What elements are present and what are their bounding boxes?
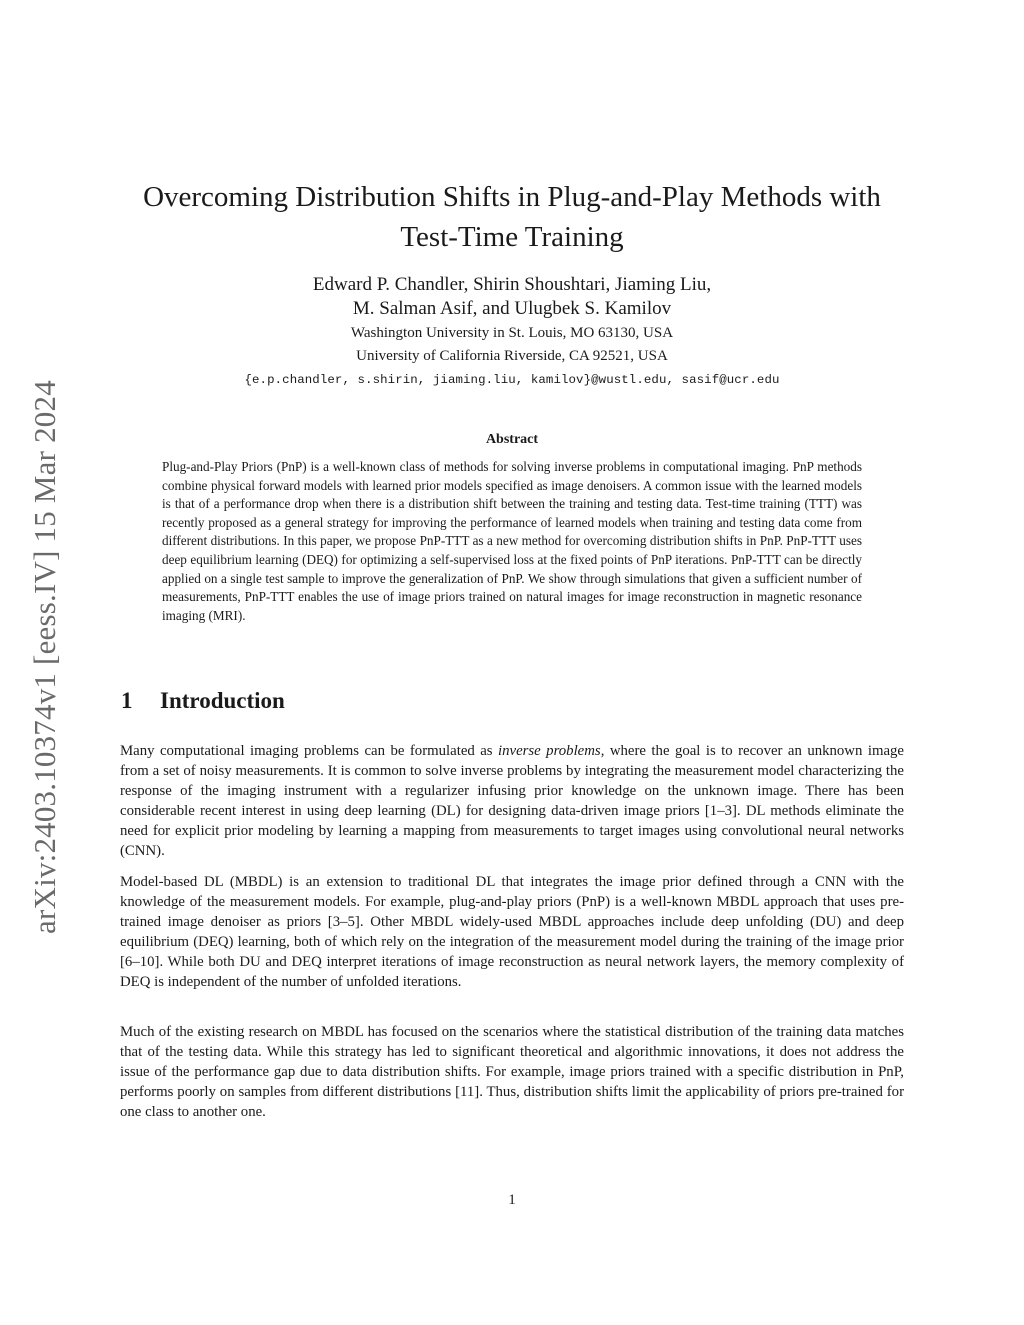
intro-paragraph-3: Much of the existing research on MBDL has focused on the scenarios where the statistical distribution of the training data matches that of the testing data. While this strategy has led to significant theoretical and algorithmic innovations, it does not address the issue of the performance gap due to data distribution shifts. For example, image priors trained with a specific distribution in PnP, performs poorly on samples from different distributions [11]. Thus, distribution shifts limit the applicability of priors pre-trained for one class to another one.: [120, 1024, 904, 1120]
paper-title: [110, 177, 914, 257]
author-emails: {e.p.chandler, s.shirin, jiaming.liu, kamilov}@wustl.edu, sasif@ucr.edu: [244, 373, 780, 387]
title-line-2: Test-Time Training: [400, 221, 624, 253]
authors-line-2: M. Salman Asif, and Ulugbek S. Kamilov: [352, 298, 672, 319]
emphasis-inverse-problems: inverse problems: [498, 743, 601, 759]
section-number: 1: [121, 688, 133, 713]
affiliation-washu: Washington University in St. Louis, MO 63130, USA: [350, 325, 674, 341]
intro-paragraph-2: Model-based DL (MBDL) is an extension to traditional DL that integrates the image prior defined through a CNN with the knowledge of the measurement models. For example, plug-and-play priors (PnP) is a well-known MBDL approach that uses pre-trained image denoiser as priors [3–5]. Other MBDL widely-used MBDL approaches include deep unfolding (DU) and deep equilibrium (DEQ) learning, both of which rely on the integration of the measurement model during the training of the image prior [6–10]. While both DU and DEQ interpret iterations of image reconstruction as neural network layers, the memory complexity of DEQ is independent of the number of unfolded iterations.: [120, 874, 904, 990]
paragraph-1-start: Many computational imaging problems can be formulated as: [120, 743, 498, 759]
abstract-text: Plug-and-Play Priors (PnP) is a well-known class of methods for solving inverse problems in computational imaging. PnP methods combine physical forward models with learned prior models specified as image denoisers. A common issue with the learned models is that of a performance drop when there is a distribution shift between the training and testing data. Test-time training (TTT) was recently proposed as a general strategy for improving the performance of learned models when training and testing data come from different distributions. In this paper, we propose PnP-TTT as a new method for overcoming distribution shifts in PnP. PnP-TTT uses deep equilibrium learning (DEQ) for optimizing a self-supervised loss at the fixed points of PnP iterations. PnP-TTT can be directly applied on a single test sample to improve the generalization of PnP. We show through simulations that given a sufficient number of measurements, PnP-TTT enables the use of image priors trained on natural images for image reconstruction in magnetic resonance imaging (MRI).: [162, 459, 862, 623]
abstract-heading: Abstract: [485, 432, 539, 447]
section-heading-introduction: [121, 688, 285, 714]
affiliation-ucr: University of California Riverside, CA 92521, USA: [356, 348, 668, 364]
section-title: Introduction: [160, 688, 285, 713]
paragraph-1-rest: , where the goal is to recover an unknown image from a set of noisy measurements. It is common to solve inverse problems by integrating the measurement model characterizing the response of the imaging instrument with a regularizer infusing prior knowledge on the unknown image. There has been considerable recent interest in using deep learning (DL) for designing data-driven image priors [1–3]. DL methods eliminate the need for explicit prior modeling by learning a mapping from measurements to target images using convolutional neural networks (CNN).: [120, 743, 904, 859]
page-number: 1: [508, 1192, 516, 1208]
author-list: [110, 273, 914, 321]
authors-line-1: Edward P. Chandler, Shirin Shoushtari, Jiaming Liu,: [312, 274, 712, 295]
intro-paragraph-1: [120, 741, 904, 861]
arxiv-identifier: arXiv:2403.10374v1 [eess.IV] 15 Mar 2024: [27, 380, 62, 934]
title-line-1: Overcoming Distribution Shifts in Plug-and-Play Methods with: [143, 181, 881, 213]
